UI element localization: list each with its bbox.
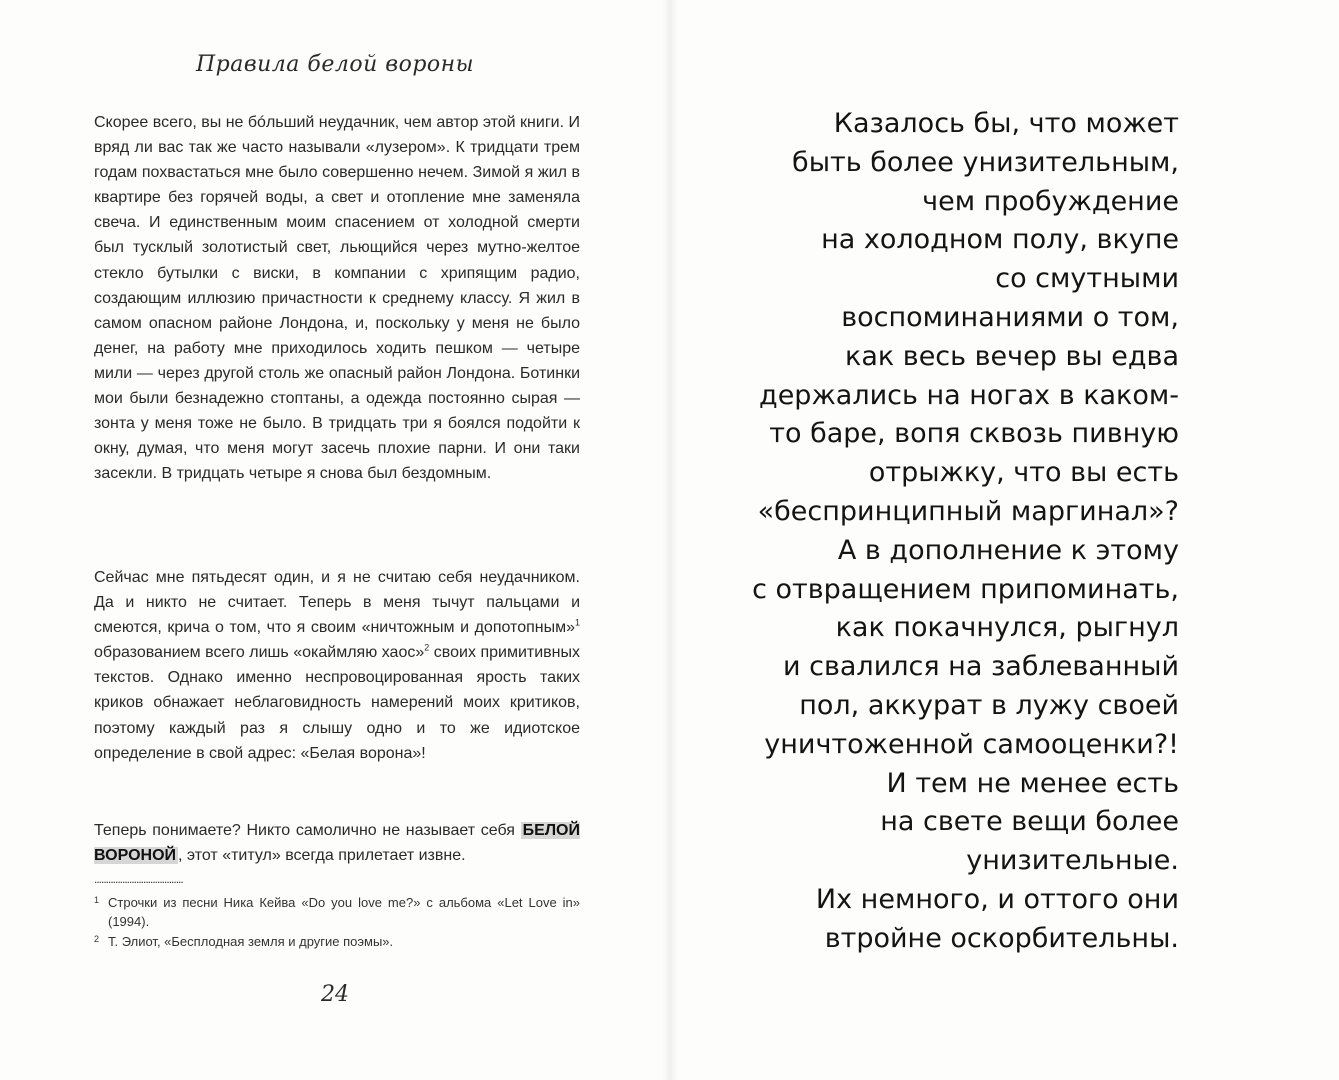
quote-line: А в дополнение к этому [837,534,1179,566]
quote-line: втройне оскорбительны. [824,922,1179,954]
quote-line: быть более унизительным, [792,146,1179,178]
pull-quote [700,105,1179,959]
quote-line: и свалился на заблеванный [783,651,1179,683]
quote-line: И тем не менее есть [886,767,1179,799]
body-paragraph-3 [94,818,580,868]
quote-line: как покачнулся, рыгнул [835,612,1179,644]
paragraph-2-text-c: своих примитивных текстов. Однако именно неспровоцированная ярость таких криков обнажает неблаговидность намерений моих критиков, поэтому каждый раз я слышу одно и то же идиотское определение в свой адрес: «Белая ворона»! [94,644,580,762]
paragraph-3-text-a: Теперь понимаете? Никто самолично не называет себя [94,822,521,839]
footnote-1 [94,893,580,931]
quote-line: Их немного, и оттого они [815,883,1179,915]
paragraph-2-text-b: образованием всего лишь «окаймляю хаос» [94,644,425,662]
quote-line: уничтоженной самооценки?! [764,728,1179,760]
quote-line: то баре, вопя сквозь пивную [769,418,1179,450]
quote-line: отрыжку, что вы есть [868,457,1179,489]
paragraph-3-text-b: , этот «титул» всегда прилетает извне. [178,847,466,865]
quote-line: пол, аккурат в лужу своей [799,689,1179,721]
quote-line: как весь вечер вы едва [845,340,1179,372]
footnote-2 [94,932,580,951]
footnote-ref-2: 2 [424,642,430,653]
quote-line: на холодном полу, вкупе [821,224,1179,256]
page-gutter [662,0,678,1080]
running-head: Правила белой вороны [195,52,475,77]
quote-line: унизительные. [966,845,1179,877]
quote-line: держались на ногах в каком- [759,379,1179,411]
footnote-2-text: Т. Элиот, «Бесплодная земля и другие поэмы». [108,934,394,949]
quote-line: со смутными [995,263,1179,295]
quote-line: чем пробуждение [922,185,1179,217]
footnote-1-text: Строчки из песни Ника Кейва «Do you love me?» с альбома «Let Love in» (1994). [108,895,580,929]
quote-line: с отвращением припоминать, [752,573,1179,605]
paragraph-2-text-a: Сейчас мне пятьдесят один, и я не считаю себя неудачником. Да и никто не считает. Теперь в меня тычут пальцами и смеются, крича о том, что я своим «ничтожным и допотопным» [94,569,580,637]
footnote-ref-1: 1 [574,617,580,628]
footnote-2-mark: 2 [94,934,100,944]
highlighted-term: БЕЛОЙ ВОРОНОЙ [94,822,580,865]
body-paragraph-1: Скорее всего, вы не бóльший неудачник, чем автор этой книги. И вряд ли вас так же часто называли «лузером». К тридцати трем годам похвастаться мне было совершенно нечем. Зимой я жил в квартире без горячей воды, а свет и отопление мне заменяла свеча. И единственным моим спасением от холодной смерти был тусклый золотистый свет, льющийся через мутно-желтое стекло бутылки с виски, в компании с хрипящим радио, создающим иллюзию причастности к среднему классу. Я жил в самом опасном районе Лондона, и, поскольку у меня не было денег, на работу мне приходилось ходить пешком — четыре мили — через другой столь же опасный район Лондона. Ботинки мои были безнадежно стоптаны, а одежда постоянно сырая — зонта у меня тоже не было. В тридцать три я боялся подойти к окну, думая, что меня могут засечь плохие парни. И они таки засекли. В тридцать четыре я снова был бездомным. [94,114,580,483]
quote-line: «беспринципный маргинал»? [757,495,1179,527]
footnotes [94,893,580,952]
quote-line: на свете вещи более [880,806,1179,838]
footnote-separator: ...................................... [94,872,183,886]
footnote-1-mark: 1 [94,895,100,905]
page-number: 24 [321,982,349,1007]
quote-line: Казалось бы, что может [833,108,1179,139]
quote-line: воспоминаниями о том, [841,301,1179,333]
body-paragraph-2 [94,565,580,766]
